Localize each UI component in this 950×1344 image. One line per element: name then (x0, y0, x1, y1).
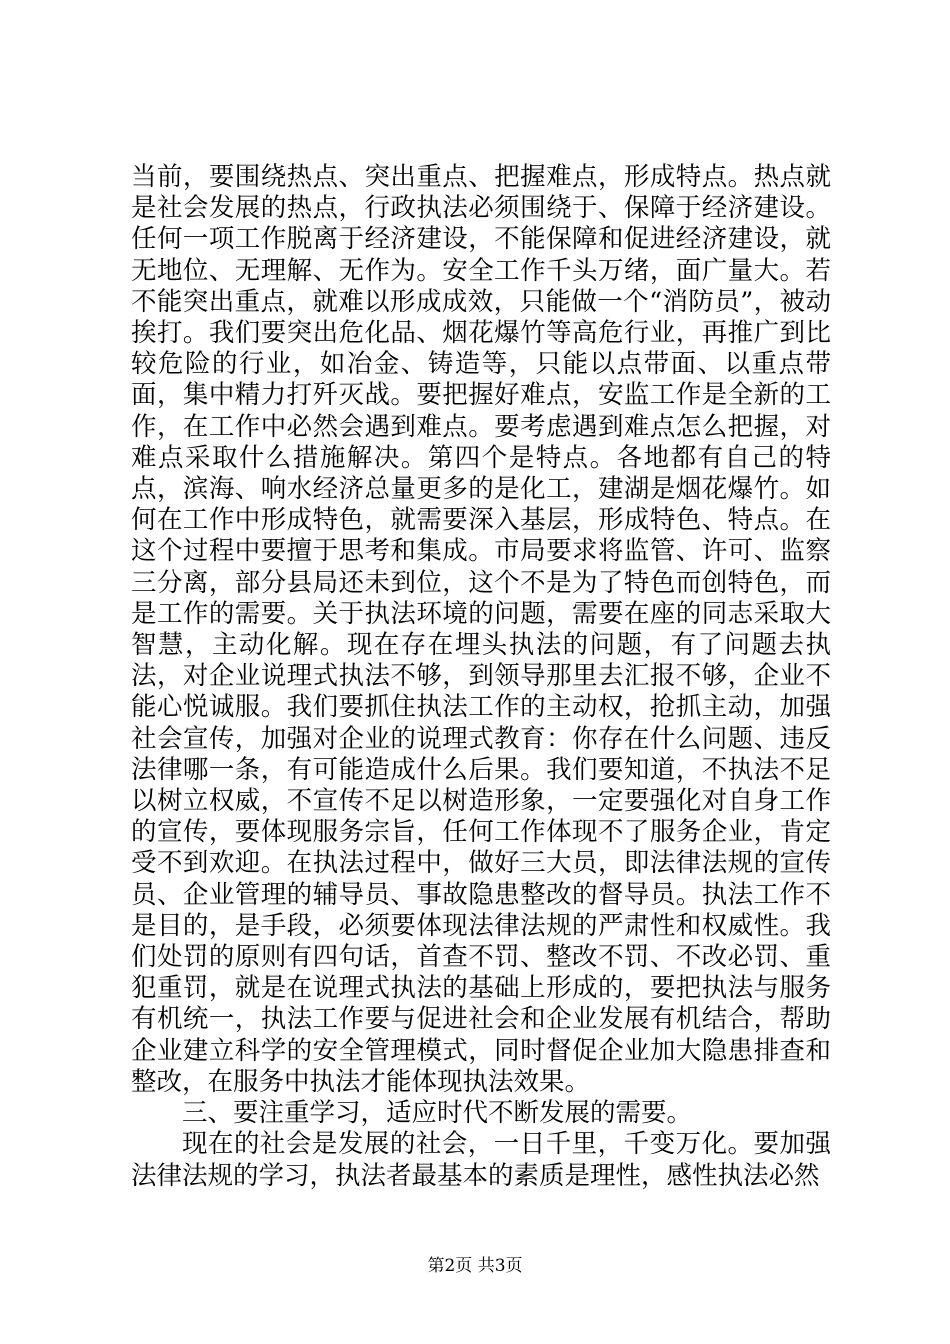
section-heading: 三、要注重学习，适应时代不断发展的需要。 (182, 1098, 693, 1129)
page-footer: 第2页 共3页 (427, 1256, 523, 1276)
paragraph-1: 当前，要围绕热点、突出重点、把握难点，形成特点。热点就是社会发展的热点，行政执法必须围绕于、保障于经济建设。任何一项工作脱离于经济建设，不能保障和促进经济建设，就无地位、无理解、无作为。安全工作千头万绪，面广量大。若不能突出重点，就难以形成成效，只能做一个“消防员”，被动挨打。我们要突出危化品、烟花爆竹等高危行业，再推广到比较危险的行业，如冶金、铸造等，只能以点带面、以重点带面，集中精力打歼灭战。要把握好难点，安监工作是全新的工作，在工作中必然会遇到难点。要考虑遇到难点怎么把握，对难点采取什么措施解决。第四个是特点。各地都有自己的特点，滨海、响水经济总量更多的是化工，建湖是烟花爆竹。如何在工作中形成特色，就需要深入基层，形成特色、特点。在这个过程中要擅于思考和集成。市局要求将监管、许可、监察三分离，部分县局还未到位，这个不是为了特色而创特色，而是工作的需要。关于执法环境的问题，需要在座的同志采取大智慧，主动化解。现在存在埋头执法的问题，有了问题去执法，对企业说理式执法不够，到领导那里去汇报不够，企业不能心悦诚服。我们要抓住执法工作的主动权，抢抓主动，加强社会宣传，加强对企业的说理式教育：你存在什么问题、违反法律哪一条，有可能造成什么后果。我们要知道，不执法不足以树立权威，不宣传不足以树造形象，一定要强化对自身工作的宣传，要体现服务宗旨，任何工作体现不了服务企业，肯定受不到欢迎。在执法过程中，做好三大员，即法律法规的宣传员、企业管理的辅导员、事故隐患整改的督导员。执法工作不是目的，是手段，必须要体现法律法规的严肃性和权威性。我们处罚的原则有四句话，首查不罚、整改不罚、不改必罚、重犯重罚，就是在说理式执法的基础上形成的，要把执法与服务有机统一，执法工作要与促进社会和企业发展有机结合，帮助企业建立科学的安全管理模式，同时督促企业加大隐患排查和整改，在服务中执法才能体现执法效果。 (131, 162, 831, 1097)
body-text (131, 162, 831, 1192)
paragraph-3: 现在的社会是发展的社会，一日千里，千变万化。要加强法律法规的学习，执法者最基本的素质是理性，感性执法必然 (131, 1129, 831, 1191)
